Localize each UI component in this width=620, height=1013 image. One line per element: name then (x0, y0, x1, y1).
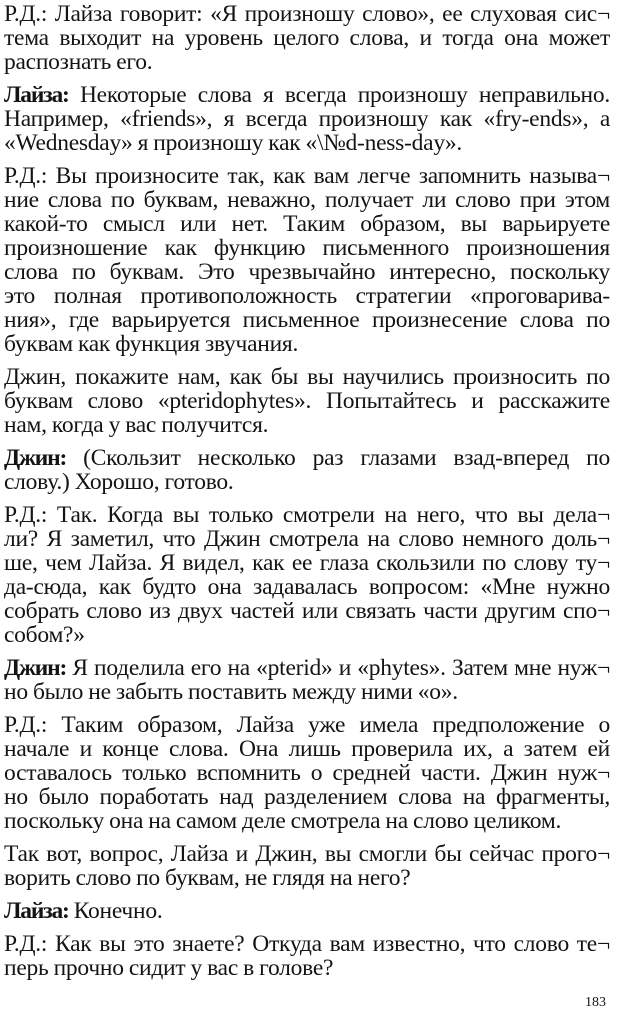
paragraph-11 (4, 932, 610, 980)
paragraph-5 (4, 446, 610, 494)
text-line: Джин, покажите нам, как бы вы научились произносить по (4, 364, 610, 390)
text-line: буквам как функция звучания. (4, 331, 299, 357)
text-line: но было не забыть поставить между ними «о». (4, 679, 458, 705)
text-line: собрать слово из двух частей или связать части другим спо¬ (4, 598, 610, 624)
speaker-label: Джин: (4, 655, 67, 681)
text-line: Так вот, вопрос, Лайза и Джин, вы смогли бы сейчас прого¬ (4, 841, 610, 867)
text-line: начале и конце слова. Она лишь проверила их, а затем ей (4, 736, 610, 762)
speaker-text: Я поделила его на «pterid» и «phytes». Затем мне нуж¬ (66, 655, 610, 681)
text-line: произношение как функцию письменного произношения (4, 235, 610, 261)
text-line: буквам слово «pteridophytes». Попытайтесь и расскажите (4, 388, 610, 414)
text-line: поскольку она на самом деле смотрела на слово целиком. (4, 808, 562, 834)
text-line: слова по буквам. Это чрезвычайно интересно, поскольку (4, 259, 610, 285)
text-line: ния», где варьируется письменное произнесение слова по (4, 307, 610, 333)
paragraph-1 (4, 2, 610, 74)
text-line (4, 899, 610, 923)
text-line: нам, когда у вас получится. (4, 412, 269, 438)
book-page (4, 2, 610, 989)
text-line: Например, «friends», я всегда произношу как «fry-ends», а (4, 106, 610, 132)
text-line: Р.Д.: Лайза говорит: «Я произношу слово», ее слуховая сис¬ (4, 1, 610, 27)
text-line (4, 656, 610, 680)
page-number: 183 (585, 995, 606, 1010)
text-line: но было поработать над разделением слова на фрагменты, (4, 784, 610, 810)
text-line: распознать его. (4, 49, 153, 75)
speaker-label: Лайза: (4, 898, 69, 924)
text-line: ли? Я заметил, что Джин смотрела на слово немного доль¬ (4, 526, 610, 552)
text-line (4, 446, 610, 470)
paragraph-7 (4, 656, 610, 704)
text-line: какой-то смысл или нет. Таким образом, вы варьируете (4, 211, 610, 237)
paragraph-6 (4, 503, 610, 647)
text-line: слову.) Хорошо, готово. (4, 469, 234, 495)
text-line (4, 83, 610, 107)
speaker-text: Конечно. (68, 898, 163, 924)
text-line: ворить слово по буквам, не глядя на него? (4, 865, 411, 891)
paragraph-3 (4, 164, 610, 356)
speaker-label: Джин: (4, 445, 67, 471)
paragraph-2 (4, 83, 610, 155)
text-line: ние слова по буквам, неважно, получает ли слово при этом (4, 187, 610, 213)
text-line: собом?» (4, 622, 85, 648)
speaker-text: (Скользит несколько раз глазами взад-вперед по (66, 445, 610, 471)
text-line: «Wednesday» я произношу как «\№d-ness-day». (4, 130, 462, 156)
text-line: Р.Д.: Так. Когда вы только смотрели на него, что вы дела¬ (4, 502, 610, 528)
text-line: тема выходит на уровень целого слова, и тогда она может (4, 25, 610, 51)
speaker-text: Некоторые слова я всегда произношу неправильно. (68, 82, 610, 108)
text-line: это полная противоположность стратегии «проговарива- (4, 283, 610, 309)
text-line: оставалось только вспомнить о средней части. Джин нуж¬ (4, 760, 610, 786)
paragraph-4 (4, 365, 610, 437)
text-line: да-сюда, как будто она задавалась вопросом: «Мне нужно (4, 574, 610, 600)
text-line: Р.Д.: Таким образом, Лайза уже имела предположение о (4, 712, 610, 738)
text-line: ше, чем Лайза. Я видел, как ее глаза скользили по слову ту¬ (4, 550, 610, 576)
speaker-label: Лайза: (4, 82, 69, 108)
paragraph-9 (4, 842, 610, 890)
paragraph-10 (4, 899, 610, 923)
paragraph-8 (4, 713, 610, 833)
text-line: Р.Д.: Вы произносите так, как вам легче запомнить называ¬ (4, 163, 610, 189)
text-line: Р.Д.: Как вы это знаете? Откуда вам известно, что слово те¬ (4, 931, 610, 957)
text-line: перь прочно сидит у вас в голове? (4, 955, 334, 981)
